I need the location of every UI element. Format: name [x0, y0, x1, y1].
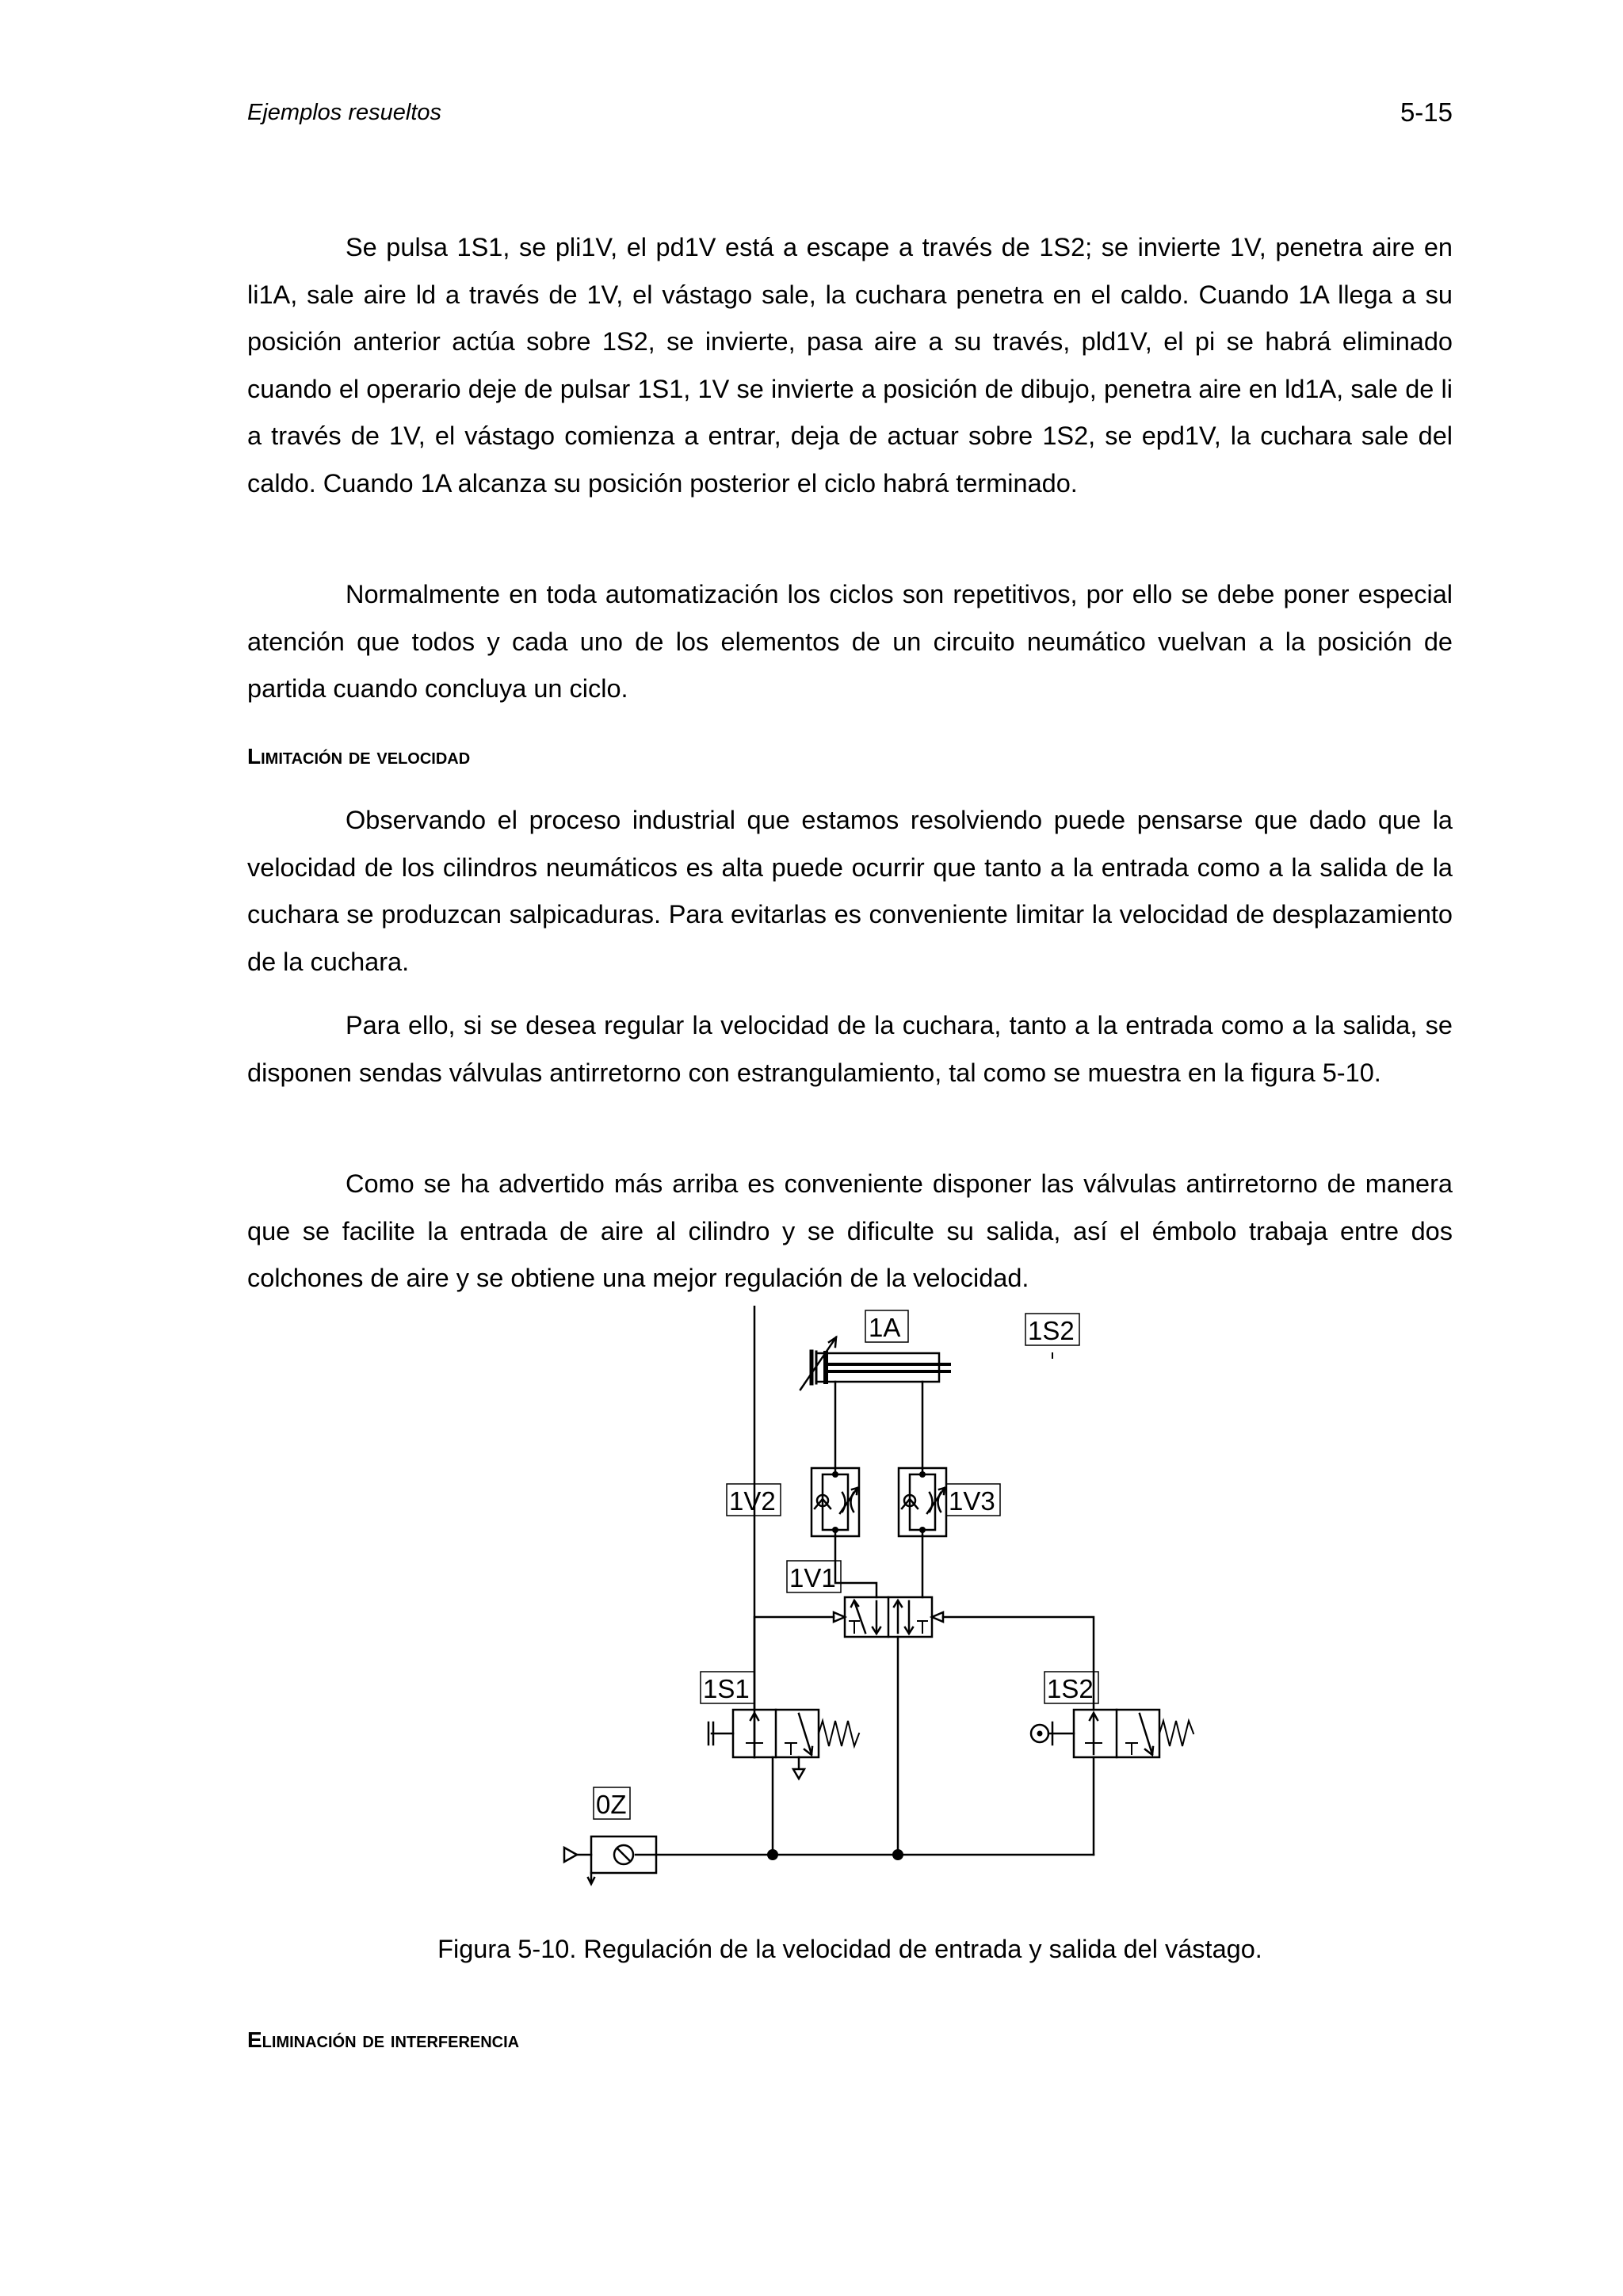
label-1v1: 1V1 — [789, 1563, 836, 1592]
paragraph-para-ello: Para ello, si se desea regular la velocidad de la cuchara, tanto a la entrada como a la salida, se disponen sendas válvulas antirretorno con estrangulamiento, tal como se muestra en la figura 5-10. — [247, 1011, 1453, 1087]
junction-left — [767, 1849, 778, 1860]
heading-limitacion-velocidad: Limitación de velocidad — [247, 744, 471, 769]
label-1s2-bottom: 1S2 — [1047, 1674, 1094, 1703]
label-1s1: 1S1 — [703, 1674, 750, 1703]
label-0z: 0Z — [596, 1790, 627, 1819]
push-button-valve-1s1 — [701, 1672, 859, 1779]
main-valve-1v1 — [787, 1561, 943, 1637]
supply-unit-0z — [564, 1787, 656, 1884]
running-header: Ejemplos resueltos — [247, 100, 441, 125]
cylinder-1a — [800, 1310, 949, 1390]
throttle-check-valve-1v3 — [899, 1468, 1000, 1536]
label-1v2: 1V2 — [729, 1486, 776, 1516]
junction-right — [892, 1849, 903, 1860]
heading-eliminacion-interferencia: Eliminación de interferencia — [247, 2027, 520, 2052]
page-number: 5-15 — [1400, 97, 1453, 127]
paragraph-repetitive-cycles: Normalmente en toda automatización los ciclos son repetitivos, por ello se debe poner especial atención que todos y cada uno de los elementos de un circuito neumático vuelvan a la posición de partida cuando concluya un ciclo. — [247, 580, 1453, 703]
paragraph-cycle-description: Se pulsa 1S1, se pli1V, el pd1V está a escape a través de 1S2; se invierte 1V, penetra aire en li1A, sale aire ld a través de 1V, el vástago sale, la cuchara penetra en el caldo. Cuando 1A llega a su posición anterior actúa sobre 1S2, se invierte, pasa aire a su través, pld1V, el pi se habrá eliminado cuando el operario deje de pulsar 1S1, 1V se invierte a posición de dibujo, penetra aire en ld1A, sale de li a través de 1V, el vástago comienza a entrar, deja de actuar sobre 1S2, se epd1V, la cuchara sale del caldo. Cuando 1A alcanza su posición posterior el ciclo habrá terminado. — [247, 233, 1453, 498]
paragraph-como-se-ha-advertido: Como se ha advertido más arriba es conveniente disponer las válvulas antirretorno de manera que se facilite la entrada de aire al cilindro y se dificulte su salida, así el émbolo trabaja entre dos colchones de aire y se obtiene una mejor regulación de la velocidad. — [247, 1169, 1453, 1292]
pneumatic-circuit-diagram — [515, 1306, 1197, 1908]
limit-sensor-1s2 — [1025, 1314, 1079, 1358]
roller-valve-1s2 — [1031, 1672, 1193, 1757]
paragraph-observando: Observando el proceso industrial que estamos resolviendo puede pensarse que dado que la velocidad de los cilindros neumáticos es alta puede ocurrir que tanto a la entrada como a la salida de la cuchara se produzcan salpicaduras. Para evitarlas es conveniente limitar la velocidad de desplazamiento de la cuchara. — [247, 806, 1453, 976]
label-1v3: 1V3 — [949, 1486, 995, 1516]
label-1s2-top: 1S2 — [1028, 1316, 1075, 1345]
label-1a: 1A — [869, 1313, 901, 1342]
throttle-check-valve-1v2 — [727, 1468, 859, 1536]
figure-caption: Figura 5-10. Regulación de la velocidad de entrada y salida del vástago. — [437, 1935, 1262, 1963]
